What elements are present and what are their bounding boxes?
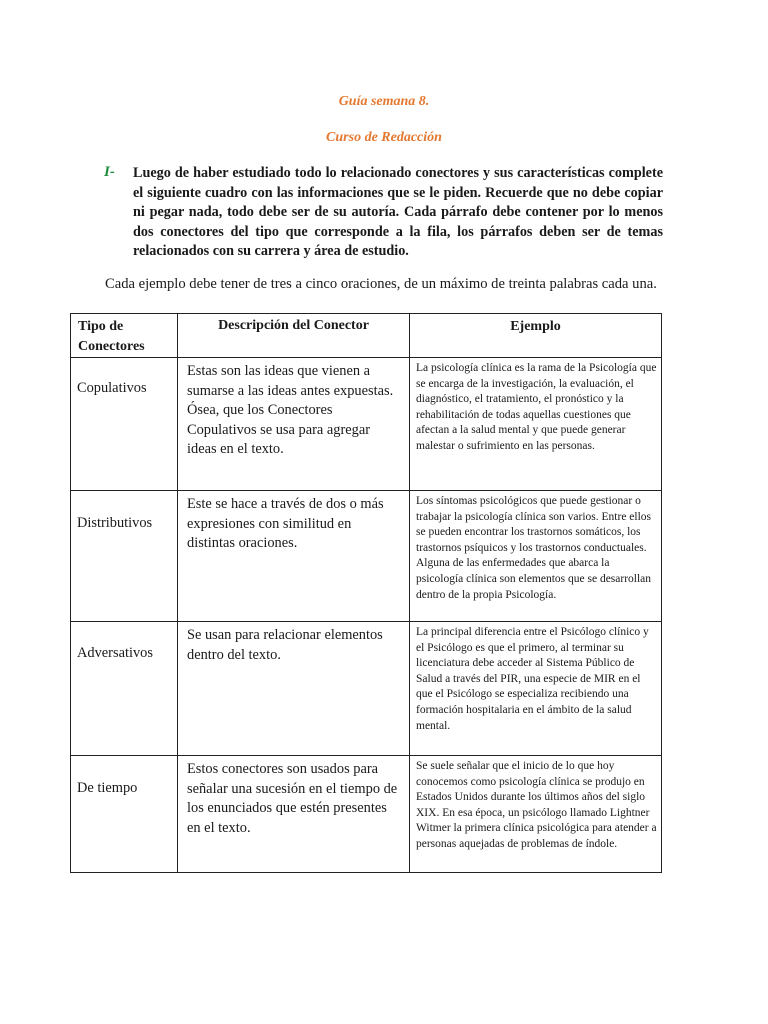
row-example: Se suele señalar que el inicio de lo que hoy conocemos como psicología clínica se produjo en Estados Unidos durante los últimos años del siglo XIX. En esa época, un psicólogo llamado Lightner Witmer la primera clínica psicológica para atender a personas aquejadas de problemas de índole. <box>410 756 662 873</box>
connectors-table <box>70 313 662 873</box>
section-numeral: I- <box>104 164 115 180</box>
row-example: Los síntomas psicológicos que puede gestionar o trabajar la psicología clínica son varios. Entre ellos se pueden encontrar los trastornos somáticos, los trastornos psíquicos y los trastornos conductuales. Alguna de las enfermedades que abarca la psicología clínica son elementos que se desarrollan dentro de la propia Psicología. <box>410 491 662 622</box>
header-example: Ejemplo <box>410 314 662 358</box>
row-example: La psicología clínica es la rama de la Psicología que se encarga de la investigación, la evaluación, el diagnóstico, el tratamiento, el pronóstico y la rehabilitación de todas aquellas cuestiones que afectan a la salud mental y que puede generar malestar o sufrimiento en las personas. <box>410 358 662 491</box>
row-type: Adversativos <box>71 622 178 756</box>
table-row <box>71 358 662 491</box>
header-description: Descripción del Conector <box>178 314 410 358</box>
header-type: Tipo de Conectores <box>71 314 178 358</box>
row-type: Distributivos <box>71 491 178 622</box>
table-row <box>71 756 662 873</box>
instructions-text: Luego de haber estudiado todo lo relacionado conectores y sus características complete el siguiente cuadro con las informaciones que se le piden. Recuerde que no debe copiar ni pegar nada, todo debe ser de su autoría. Cada párrafo debe contener por lo menos dos conectores del tipo que corresponde a la fila, los párrafos deben ser de temas relacionados con su carrera y área de estudio. <box>133 165 663 260</box>
row-description: Estos conectores son usados para señalar una sucesión en el tiempo de los enunciados que estén presentes en el texto. <box>178 756 410 873</box>
row-description: Se usan para relacionar elementos dentro del texto. <box>178 622 410 756</box>
table-row <box>71 622 662 756</box>
page-title: Guía semana 8. <box>338 94 430 109</box>
course-subtitle: Curso de Redacción <box>326 130 442 145</box>
row-description: Estas son las ideas que vienen a sumarse a las ideas antes expuestas. Ósea, que los Conectores Copulativos se usa para agregar ideas en el texto. <box>178 358 410 491</box>
row-description: Este se hace a través de dos o más expresiones con similitud en distintas oraciones. <box>178 491 410 622</box>
example-note: Cada ejemplo debe tener de tres a cinco oraciones, de un máximo de treinta palabras cada una. <box>105 276 657 292</box>
table-row <box>71 491 662 622</box>
table-header-row <box>71 314 662 358</box>
row-type: De tiempo <box>71 756 178 873</box>
row-example: La principal diferencia entre el Psicólogo clínico y el Psicólogo es que el primero, al terminar su licenciatura debe acceder al Sistema Público de Salud a través del PIR, una especie de MIR en el que el Psicólogo se especializa recibiendo una formación hospitalaria en el ámbito de la salud mental. <box>410 622 662 756</box>
row-type: Copulativos <box>71 358 178 491</box>
